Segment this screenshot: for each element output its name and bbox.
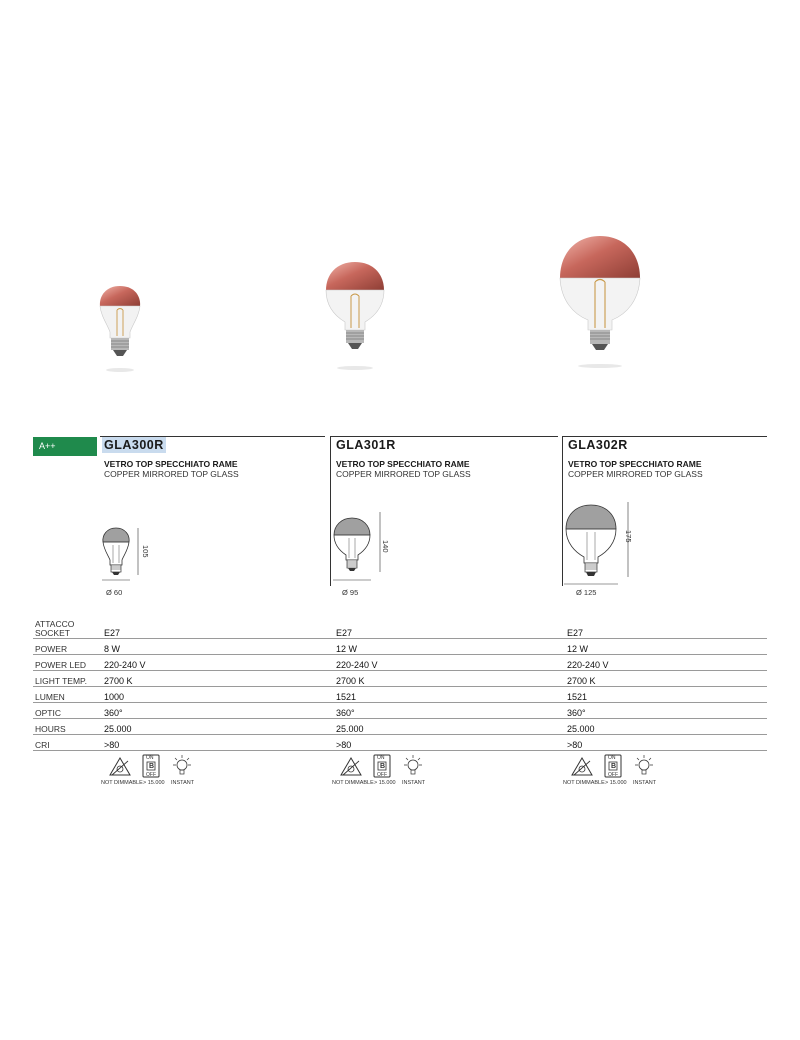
label-optic: OPTIC: [35, 708, 61, 718]
value-power: 12 W: [567, 644, 589, 654]
product-code[interactable]: GLA300R: [104, 438, 164, 452]
not-dimmable-caption: NOT DIMMABLE: [332, 780, 374, 786]
label-power-led: POWER LED: [35, 660, 87, 670]
value-power: 12 W: [336, 644, 358, 654]
value-lumen: 1521: [567, 692, 588, 702]
row-divider: [33, 702, 767, 703]
bulb-photo-gla300r: [95, 280, 145, 375]
value-cri: >80: [104, 740, 120, 750]
energy-class-badge: A++: [33, 437, 97, 456]
description-it: VETRO TOP SPECCHIATO RAME: [104, 459, 238, 469]
label-socket-en: SOCKET: [35, 628, 70, 638]
row-divider: [33, 638, 767, 639]
value-light-temp: 2700 K: [336, 676, 365, 686]
description-it: VETRO TOP SPECCHIATO RAME: [336, 459, 470, 469]
label-socket-it: ATTACCO: [35, 619, 75, 629]
bulb-photo-gla302r: [555, 232, 645, 372]
not-dimmable-icon: [339, 755, 363, 779]
bulb-drawing-gla300r: [100, 525, 160, 585]
value-power-led: 220-240 V: [567, 660, 609, 670]
switch-b-label: B: [149, 763, 155, 770]
cycles-caption: > 15.000: [143, 780, 165, 786]
not-dimmable-icon: [108, 755, 132, 779]
cycles-caption: > 15.000: [605, 780, 627, 786]
value-hours: 25.000: [336, 724, 364, 734]
description-en: COPPER MIRRORED TOP GLASS: [568, 469, 703, 479]
description-en: COPPER MIRRORED TOP GLASS: [336, 469, 471, 479]
row-divider: [33, 686, 767, 687]
label-power: POWER: [35, 644, 68, 654]
not-dimmable-icon: [570, 755, 594, 779]
value-hours: 25.000: [567, 724, 595, 734]
label-lumen: LUMEN: [35, 692, 65, 702]
dimension-diameter: Ø 60: [106, 588, 123, 597]
dimension-height: 105: [141, 545, 150, 558]
dimension-diameter: Ø 95: [342, 588, 359, 597]
switch-off-label: OFF: [146, 772, 156, 778]
value-light-temp: 2700 K: [104, 676, 133, 686]
switch-on-label: ON: [608, 755, 616, 761]
value-socket: E27: [567, 628, 584, 638]
row-divider: [33, 734, 767, 735]
product-code[interactable]: GLA302R: [568, 438, 628, 452]
value-optic: 360°: [567, 708, 586, 718]
value-cri: >80: [567, 740, 583, 750]
value-power-led: 220-240 V: [336, 660, 378, 670]
switch-on-label: ON: [146, 755, 154, 761]
dimension-diameter: Ø 125: [576, 588, 597, 597]
switch-off-label: OFF: [608, 772, 618, 778]
value-lumen: 1000: [104, 692, 125, 702]
value-socket: E27: [336, 628, 353, 638]
value-power-led: 220-240 V: [104, 660, 146, 670]
value-lumen: 1521: [336, 692, 357, 702]
value-light-temp: 2700 K: [567, 676, 596, 686]
dimension-height: 175: [624, 530, 633, 543]
row-divider: [33, 718, 767, 719]
instant-light-icon: [401, 754, 425, 778]
not-dimmable-caption: NOT DIMMABLE: [563, 780, 605, 786]
product-code[interactable]: GLA301R: [336, 438, 396, 452]
switch-on-label: ON: [377, 755, 385, 761]
instant-light-icon: [170, 754, 194, 778]
value-power: 8 W: [104, 644, 121, 654]
row-divider: [33, 670, 767, 671]
value-optic: 360°: [104, 708, 123, 718]
switch-b-label: B: [611, 763, 617, 770]
value-cri: >80: [336, 740, 352, 750]
switch-b-label: B: [380, 763, 386, 770]
value-optic: 360°: [336, 708, 355, 718]
not-dimmable-caption: NOT DIMMABLE: [101, 780, 143, 786]
bulb-photo-gla301r: [320, 258, 390, 373]
label-cri: CRI: [35, 740, 50, 750]
switch-off-label: OFF: [377, 772, 387, 778]
label-light-temp: LIGHT TEMP.: [35, 676, 87, 686]
value-hours: 25.000: [104, 724, 132, 734]
value-socket: E27: [104, 628, 121, 638]
instant-caption: INSTANT: [171, 780, 195, 786]
instant-light-icon: [632, 754, 656, 778]
row-divider: [33, 750, 767, 751]
label-hours: HOURS: [35, 724, 66, 734]
dimension-height: 140: [381, 540, 390, 553]
description-en: COPPER MIRRORED TOP GLASS: [104, 469, 239, 479]
instant-caption: INSTANT: [633, 780, 657, 786]
cycles-caption: > 15.000: [374, 780, 396, 786]
row-divider: [33, 654, 767, 655]
bulb-drawing-gla302r: [560, 500, 635, 590]
description-it: VETRO TOP SPECCHIATO RAME: [568, 459, 702, 469]
instant-caption: INSTANT: [402, 780, 426, 786]
